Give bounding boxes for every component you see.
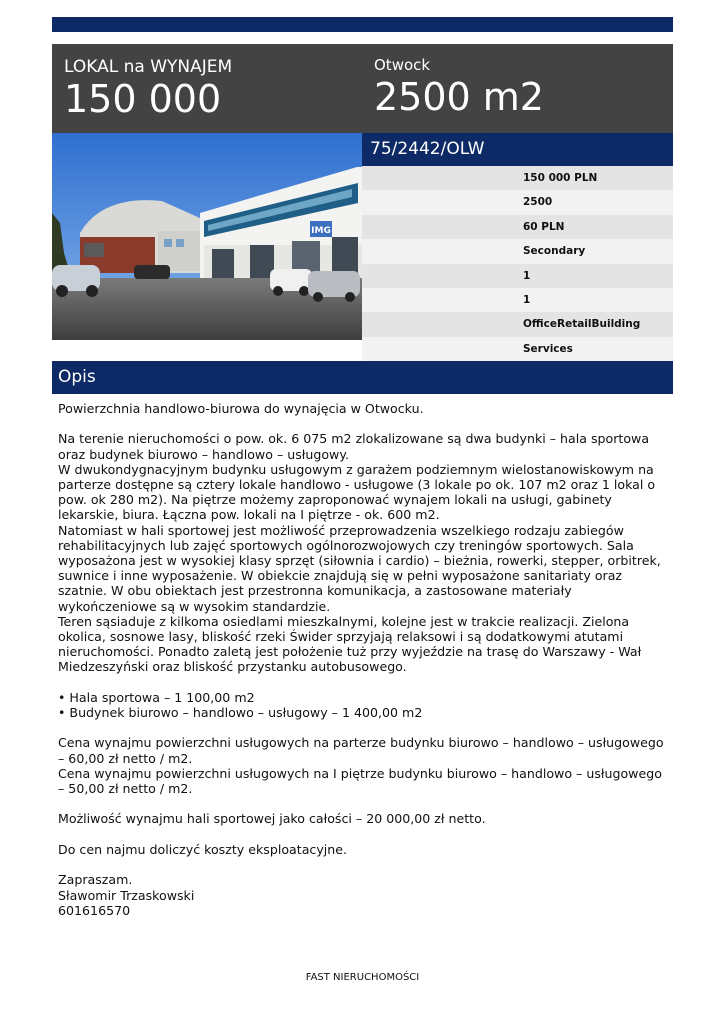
top-accent-bar — [52, 17, 673, 32]
description-line: • Hala sportowa – 1 100,00 m2 — [58, 689, 255, 705]
section-title: Opis — [58, 367, 96, 387]
spec-row — [362, 288, 673, 312]
description-line — [58, 416, 668, 431]
description-line — [58, 720, 668, 735]
description-line: Natomiast w hali sportowej jest możliwość przeprowadzenia wszelkiego rodzaju zabiegów rehabilitacyjnych lub zajęć sportowych ogólnorozwojowych czy treningów sportowych. Sala wyposażona jest w wysokiej klasy sprzęt (siłownia i cardio) – bieżnia, rowerki, stepper, orbitrek, suwnice i inne wyposażenie. W obiekcie znajdują się w pełni wyposażone sanitariaty oraz szatnie. W obu obiektach jest przestronna komunikacja, a zastosowane materiały wykończeniowe są w wysokim standardzie. — [58, 522, 665, 614]
description-line: 601616570 — [58, 902, 131, 918]
listing-area: 2500 m2 — [374, 75, 544, 119]
description-line: Na terenie nieruchomości o pow. ok. 6 075 m2 zlokalizowane są dwa budynki – hala sportowa oraz budynek biurowo – handlowo – usługowy. — [58, 431, 654, 462]
spec-row — [362, 239, 673, 263]
description-line — [58, 796, 668, 811]
spec-row — [362, 166, 673, 190]
description-line: Cena wynajmu powierzchni usługowych na parterze budynku biurowo – handlowo – usługowego – 60,00 zł netto / m2. — [58, 735, 668, 766]
property-photo — [52, 133, 362, 340]
description-line: Zapraszam. — [58, 872, 133, 888]
spec-row — [362, 312, 673, 336]
header-panel — [52, 44, 673, 133]
description-line: Możliwość wynajmu hali sportowej jako całości – 20 000,00 zł netto. — [58, 811, 486, 827]
description-line: Sławomir Trzaskowski — [58, 887, 195, 903]
spec-row — [362, 337, 673, 361]
spec-value: 1 — [523, 293, 531, 306]
description-line — [58, 827, 668, 842]
reference-number: 75/2442/OLW — [370, 139, 485, 159]
building-sign-text: IMG — [311, 226, 331, 236]
spec-value: OfficeRetailBuilding — [523, 318, 641, 331]
spec-value: 1 — [523, 269, 531, 282]
description-line: Teren sąsiaduje z kilkoma osiedlami mieszkalnymi, kolejne jest w trakcie realizacji. Zielona okolica, sosnowe lasy, bliskość rzeki Świder sprzyjają relaksowi i są dodatkowymi atutami nieruchomości. Ponadto zaletą jest położenie tuż przy wyjeździe na trasę do Warszawy - Wał Miedzeszyński oraz bliskość przystanku autobusowego. — [58, 613, 646, 675]
spec-row — [362, 190, 673, 214]
listing-price: 150 000 — [64, 77, 222, 121]
spec-table — [362, 166, 673, 361]
listing-city: Otwock — [374, 56, 431, 74]
spec-value: 2500 — [523, 196, 553, 209]
reference-bar — [362, 133, 673, 166]
description-line: Do cen najmu doliczyć koszty eksploatacyjne. — [58, 841, 348, 857]
spec-value: 60 PLN — [523, 220, 565, 233]
spec-value: Services — [523, 342, 573, 355]
description-body — [58, 401, 668, 918]
description-line: • Budynek biurowo – handlowo – usługowy – 1 400,00 m2 — [58, 705, 423, 721]
footer-company: FAST NIERUCHOMOŚCI — [305, 972, 420, 983]
description-line — [58, 675, 668, 690]
description-line: Powierzchnia handlowo-biurowa do wynajęcia w Otwocku. — [58, 401, 424, 416]
description-header — [52, 361, 673, 394]
spec-value: 150 000 PLN — [523, 172, 598, 184]
spec-row — [362, 264, 673, 288]
description-line — [58, 857, 668, 872]
listing-type: LOKAL na WYNAJEM — [64, 57, 233, 77]
spec-value: Secondary — [523, 245, 586, 258]
description-line: Cena wynajmu powierzchni usługowych na I piętrze budynku biurowo – handlowo – usługowego – 50,00 zł netto / m2. — [58, 765, 666, 797]
spec-row — [362, 215, 673, 239]
description-line: W dwukondygnacyjnym budynku usługowym z garażem podziemnym wielostanowiskowym na parterze dostępne są cztery lokale handlowo - usługowe (3 lokale po ok. 107 m2 oraz 1 lokal o pow. ok 280 m2). Na piętrze możemy zaproponować wynajem lokali na usługi, gabinety lekarskie, biura. Łączna pow. lokali na I piętrze - ok. 600 m2. — [58, 461, 660, 523]
